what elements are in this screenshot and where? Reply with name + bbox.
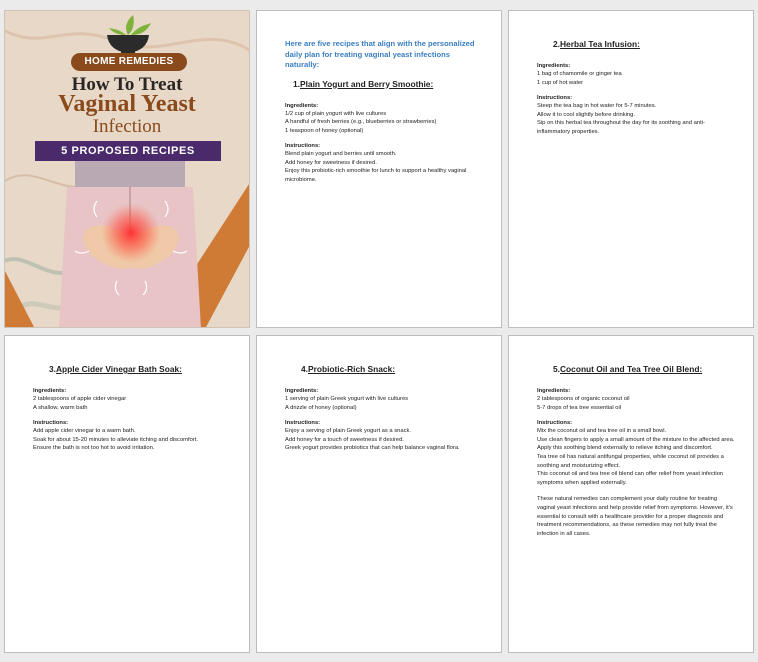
recipe-heading [33,364,231,374]
instruction-item: Enjoy a serving of plain Greek yogurt as a snack. [285,428,411,435]
instructions-label: Instructions: [537,420,573,427]
page-recipe-2[interactable] [508,10,754,328]
instructions-label: Instructions: [33,420,69,427]
recipe-title: Herbal Tea Infusion: [560,39,640,49]
instruction-item: Soak for about 15-20 minutes to alleviate itching and discomfort. [33,436,198,443]
instruction-item: Greek yogurt provides probiotics that can help balance vaginal flora. [285,445,460,452]
instruction-item: Allow it to cool slightly before drinking. [537,111,635,118]
recipe-number: 3. [49,364,56,374]
closing-paragraph: These natural remedies can complement your daily routine for treating vaginal yeast infections and help provide relief from symptoms. However, it's essential to consult with a healthcare provider for a proper diagnosis and treatment recommendations, as these remedies may not fully treat the infection in all cases. [537,496,733,537]
instruction-item: Ensure the bath is not too hot to avoid irritation. [33,445,155,452]
recipe-number: 2. [553,39,560,49]
cover-recipes-banner: 5 PROPOSED RECIPES [35,141,221,161]
page-recipe-5[interactable] [508,335,754,653]
recipe-number: 1. [293,78,300,89]
ingredient-item: 1 bag of chamomile or ginger tea [537,71,622,77]
recipe-title: Plain Yogurt and Berry Smoothie: [300,78,434,89]
recipe-heading [285,79,483,89]
ingredient-item: A handful of fresh berries (e.g., blueberries or strawberries) [285,119,437,126]
ingredient-item: 1/2 cup of plain yogurt with live cultures [285,110,387,117]
intro-text: Here are five recipes that align with the personalized daily plan for treating vaginal yeast infections naturally: [285,39,475,69]
ingredient-item: 2 tablespoons of apple cider vinegar [33,396,127,402]
instruction-item: Apply this soothing blend externally to relieve itching and discomfort. [537,445,713,452]
recipe-heading [537,39,735,49]
instructions-label: Instructions: [285,420,321,427]
instruction-item: Tea tree oil has natural antifungal properties, while coconut oil provides a soothing and moisturizing effect. [537,453,724,469]
recipe-number: 4. [301,364,308,374]
instruction-item: Sip on this herbal tea throughout the day for its soothing and anti-inflammatory properties. [537,120,705,135]
recipe-title: Coconut Oil and Tea Tree Oil Blend: [560,364,703,374]
ingredient-item: 2 tablespoons of organic coconut oil [537,396,630,402]
instruction-item: Add honey for a touch of sweetness if desired. [285,436,404,443]
instruction-item: Blend plain yogurt and berries until smooth. [285,151,397,158]
ingredients-label: Ingredients: [33,388,67,394]
instructions-label: Instructions: [537,95,573,102]
ingredient-item: A shallow, warm bath [33,404,88,411]
cover-page[interactable] [4,10,250,328]
cover-badge: HOME REMEDIES [71,53,187,71]
ingredients-label: Ingredients: [285,102,319,109]
instruction-item: Mix the coconut oil and tea tree oil in a small bowl. [537,428,667,435]
recipe-heading [285,364,483,374]
instruction-item: This coconut oil and tea tree oil blend can offer relief from yeast infection symptoms when applied externally. [537,471,724,486]
ingredient-item: 5-7 drops of tea tree essential oil [537,404,622,411]
ingredients-label: Ingredients: [285,388,319,394]
ingredients-label: Ingredients: [537,63,571,69]
instruction-item: Add honey for sweetness if desired. [285,159,377,166]
ingredient-item: 1 cup of hot water [537,79,584,86]
recipe-title: Probiotic-Rich Snack: [308,364,396,374]
page-recipe-3[interactable] [4,335,250,653]
cover-title-line3: Infection [92,116,162,137]
ingredient-item: 1 teaspoon of honey (optional) [285,127,364,134]
page-recipe-4[interactable] [256,335,502,653]
recipe-heading [537,364,735,374]
instruction-item: Enjoy this probiotic-rich smoothie for lunch to support a healthy vaginal microbiome. [285,168,467,184]
recipe-title: Apple Cider Vinegar Bath Soak: [56,364,182,374]
instruction-item: Steep the tea bag in hot water for 5-7 minutes. [537,103,657,110]
instruction-item: Add apple cider vinegar to a warm bath. [33,428,136,435]
cover-title-line2: Vaginal Yeast [58,91,196,117]
ingredient-item: 1 serving of plain Greek yogurt with live cultures [285,396,409,402]
instruction-item: Use clean fingers to apply a small amount of the mixture to the affected area. [537,436,735,443]
cover-title-line1: How To Treat [71,74,183,95]
instructions-label: Instructions: [285,143,321,150]
page-recipe-1[interactable] [256,10,502,328]
recipe-number: 5. [553,364,560,374]
ingredient-item: A drizzle of honey (optional) [285,404,357,411]
ingredients-label: Ingredients: [537,388,571,394]
